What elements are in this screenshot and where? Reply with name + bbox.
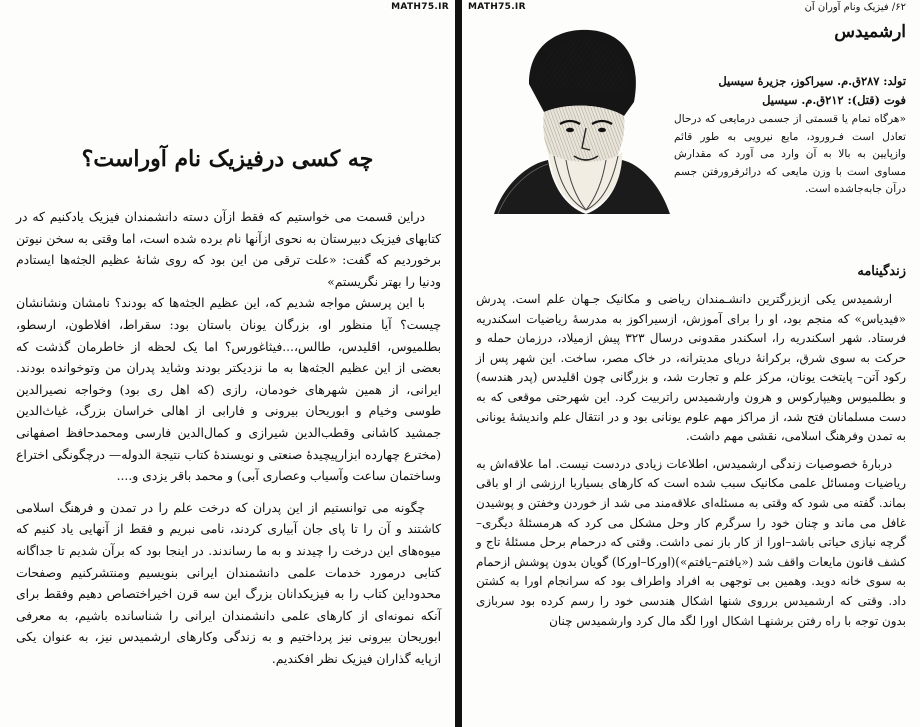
right-body-text	[476, 290, 906, 631]
right-paragraph-1: ارشمیدس یکی ازبزرگترین دانشـمندان ریاضی و مکانیک جـهان علم است. پدرش «فیدیاس» که منجم بود، او را برای آموزش، ازسیراکوز به مدرسهٔ ریاضیات اسکندریه فرستاد. شهر اسکندریه را، اسکندر مقدونی درسال ۳۲۳ پیش ازمیلاد، درزمان حمله و حرکت به سوی شرق، برکرانهٔ دریای مدیترانه، در خاک مصر، ساخت. این شهر پس از رکود آتن– پایتخت یونان، مرکز علم و تجارت شد، و بزرگانی چون اقلیدس (پدر هندسه) و بطلمیوس وهیپارکوس و هرون وارشمیدس راتربیت کرد. این شهرحتی موقعی که به دست مسلمانان فتح شد، از مراکز مهم علوم یونانی بود و در انتقال علم واندیشهٔ یونانی به تمدن وفرهنگ اسلامی، نقشی مهم داشت.	[476, 292, 907, 444]
page-gutter	[455, 0, 462, 727]
site-watermark-left: MATH75.IR	[391, 2, 449, 12]
left-paragraph-1: دراین قسمت می خواستیم که فقط ازآن دسته دانشمندان فیزیک یادکنیم که در کتابهای فیزیک دبیرستان به نحوی ازآنها نام برده شده است، اما وقتی به سخن نیوتن برخوردیم که گفت: «علت ترقی من این بود که روی شانهٔ عظیم الجثه‌ها ایستادم ودنیا را بهتر نگریستم»	[16, 210, 441, 289]
death-info: فوت (قتل): ۲۱۲ق.م. سیسیل	[762, 93, 906, 107]
chapter-title: چه کسی درفیزیک نام آوراست؟	[81, 146, 374, 172]
section-title-biography: زندگینامه	[857, 264, 906, 279]
left-paragraph-2: با این پرسش مواجه شدیم که، این عظیم الجثه‌ها که بودند؟ نامشان ونشانشان چیست؟ آیا منظور او، بزرگان یونان باستان بود: سقراط، افلاطون، ارسطو، بطلمیوس، اقلیدس، طالس،...فیثاغورس؟ اما یک لحظه از خاطرمان گذشت که بعضی از این عظیم الجثه‌ها به ما نزدیکتر بودند وشاید پدران من وتوخوانده بودند. ایرانی، از همین شهرهای خودمان، رازی (که اهل ری بود) وخواجه نصیرالدین طوسی وخیام و ابوریحان بیرونی و فارابی از اهالی خراسان بزرگ، غیاث‌الدین جمشید کاشانی وقطب‌الدین شیرازی و کمال‌الدین فارسی ومحمدحافظ اصفهانی (مخترع چهارده ابزارپیچیدهٔ صنعتی و نویسندهٔ کتاب نتیجة الدوله— درچگونگی اختراع وساختمان ساعت وآسیاب وعصاری آبی) و محمد باقر یزدی و....	[16, 296, 441, 484]
biography-name: ارشمیدس	[834, 22, 906, 42]
site-watermark-right: MATH75.IR	[468, 2, 526, 12]
archimedes-principle-quote: «هرگاه تمام یا قسمتی از جسمی درمایعی که درحال تعادل است فـرورود، مایع نیرویی به طور قائم وازپایین به بالا به آن وارد می آورد که مقدارش مساوی است با وزن مایعی که درائرفرورفتن جسم درآن جابه‌جاشده است.	[674, 113, 906, 196]
birth-info: تولد: ۲۸۷ق.م. سیراکوز، جزیرهٔ سیسیل	[718, 74, 906, 88]
right-paragraph-2: دربارهٔ خصوصیات زندگی ارشمیدس، اطلاعات زیادی دردست نیست. اما علاقه‌اش به ریاضیات ومسائل علمی مکانیک سبب شده است که کارهای بسیاربا ارزشی از او باقی بماند. گفته می شود که وقتی به مسئله‌ای علاقه‌مند می شد از خوردن وخفتن و پوشیدن غافل می ماند و چنان خود را سرگرم کار وحل مشکل می کرد که هرمسئلهٔ دیگری– گرچه نیازی حیاتی باشد–اورا از کار باز نمی داشت. وقتی که درحمام برحل مسئلهٔ تاج و کشف قانون مایعات واقف شد («یافتم–یافتم»)(اورکا–اورکا) گویان بدون پوشش ازحمام به سوی خانه دوید. وهمین بی توجهی به افراد واطراف بود که سرانجام اورا به کشتن داد. وقتی که ارشمیدس برروی شنها اشکال هندسی خود را رسم کرده بود سربازی بدون توجه با راه رفتن برشنهـا اشکال اورا لگد مال کرد وارشمیدس چنان	[476, 456, 906, 628]
archimedes-portrait-icon	[474, 24, 670, 214]
biography-meta	[674, 72, 906, 199]
left-body-text	[16, 207, 441, 670]
left-paragraph-3: چگونه می توانستیم از این پدران که درخت علم را در تمدن و فرهنگ اسلامی کاشتند و آن را تا پای جان آبیاری کردند، نامی نبریم و فقط از آنهایی یاد کنیم که میوه‌های این درخت را چیدند و به ما رساندند. در اینجا بود که برآن شدیم تا جداگانه کتابی درمورد خدمات علمی دانشمندان ایرانی بنویسیم ومنتشرکنیم وصفحات محدوداین کتاب را به فیزیکدانان بزرگ این سه قرن اخیراختصاص دهیم وفقط برای آنکه نمونه‌ای از کارهای علمی دانشمندان ایرانی را شناسانده باشیم، به معرفی ابوریحان بیرونی نیز پرداختیم و به زندگی وکارهای ارشمیدس نیز، به عنوان یکی ازپایه گذاران فیزیک نظر افکندیم.	[16, 500, 441, 666]
right-page	[462, 0, 920, 727]
left-page	[0, 0, 455, 727]
running-head: ۶۲/ فیزیک ونام آوران آن	[804, 2, 906, 13]
